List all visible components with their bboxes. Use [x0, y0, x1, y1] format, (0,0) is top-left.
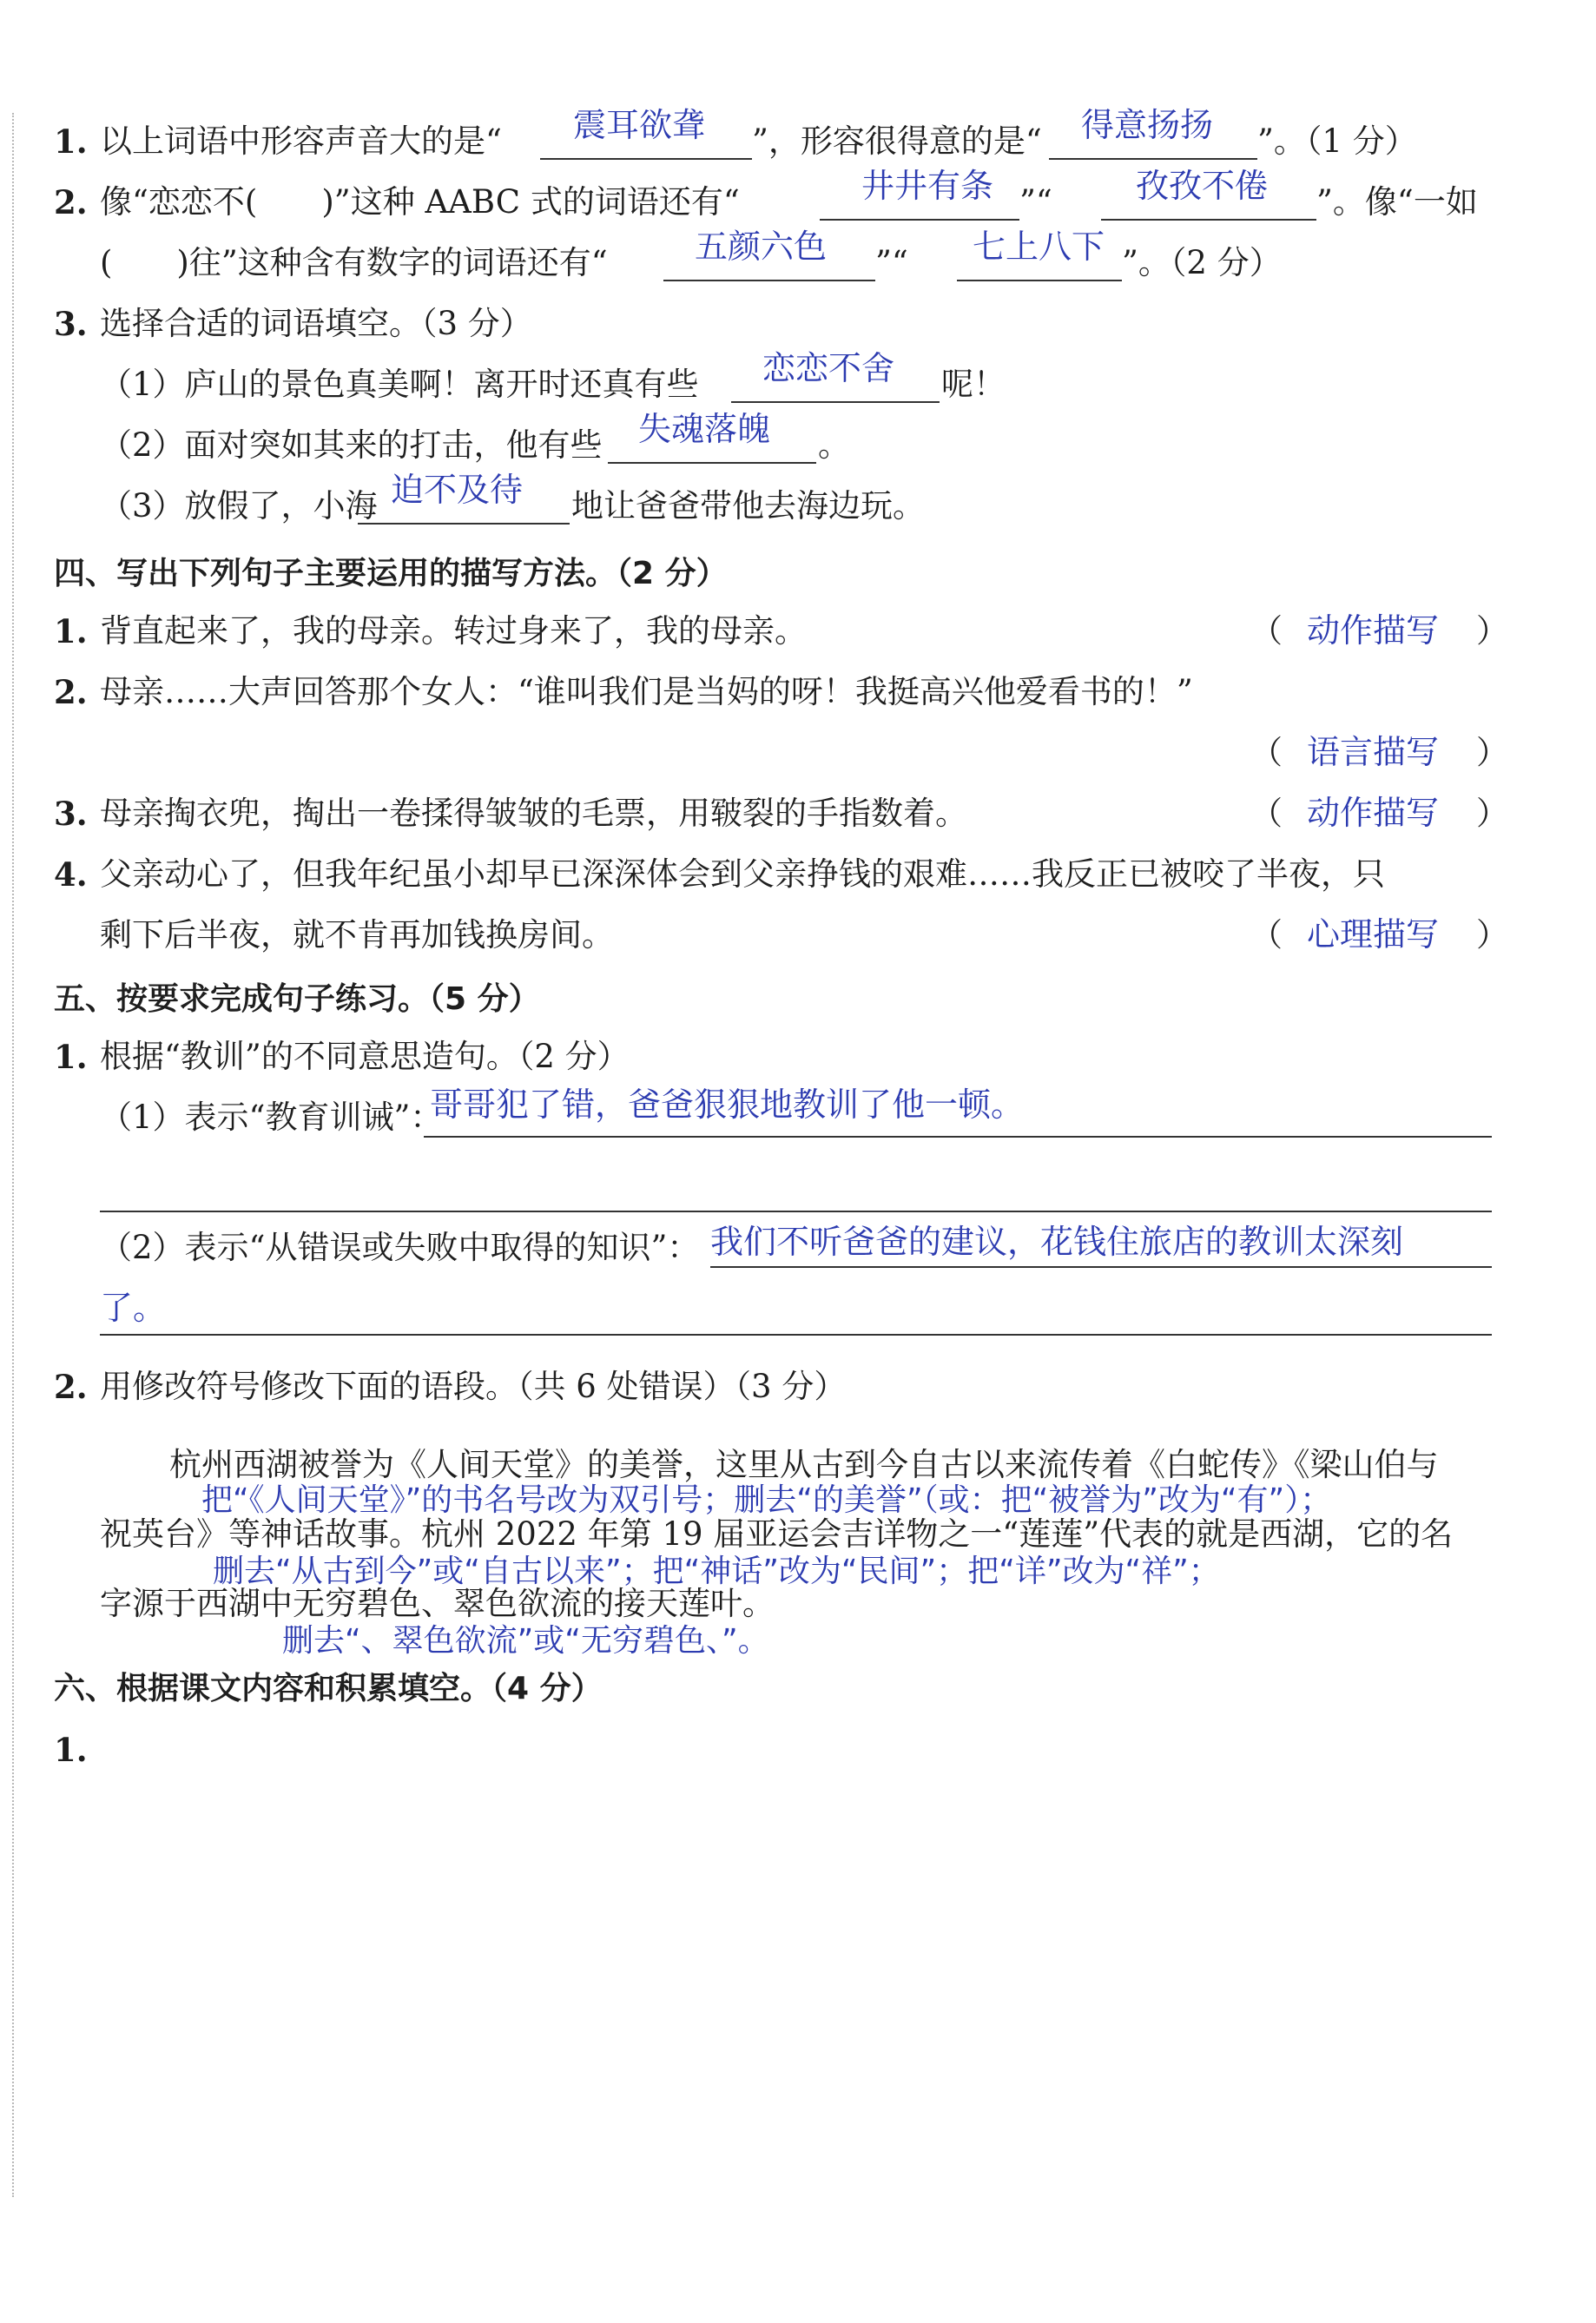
handwritten-answer: 心理描写	[1307, 915, 1440, 954]
question-text: 地让爸爸带他去海边玩。	[571, 487, 925, 525]
item-number: 3.	[54, 795, 88, 833]
answer-paren-open: （	[1250, 612, 1283, 650]
item-number: 1.	[54, 1038, 88, 1076]
question-text: 以上词语中形容声音大的是“	[100, 122, 502, 160]
answer-blank[interactable]	[1101, 219, 1316, 221]
answer-paren-close: ）	[1476, 795, 1508, 832]
handwritten-answer: 动作描写	[1307, 611, 1440, 650]
answer-blank[interactable]	[358, 523, 570, 525]
passage-line: 祝英台》等神话故事。杭州 2022 年第 19 届亚运会吉详物之一“莲莲”代表的就是西湖，它的名	[100, 1515, 1454, 1553]
handwritten-correction: 删去“、翠色欲流”或“无穷碧色、”。	[282, 1623, 769, 1659]
answer-blank[interactable]	[540, 158, 752, 160]
handwritten-answer: 孜孜不倦	[1136, 167, 1269, 205]
answer-line[interactable]	[100, 1334, 1492, 1336]
answer-paren-open: （	[1250, 734, 1283, 771]
item-number: 3.	[54, 305, 88, 343]
answer-paren-close: ）	[1476, 734, 1508, 771]
answer-blank[interactable]	[731, 401, 940, 403]
section-title: 六、根据课文内容和积累填空。（4 分）	[54, 1671, 603, 1706]
answer-paren-open: （	[1250, 795, 1283, 832]
question-text: ”“	[1019, 183, 1052, 221]
question-text: （1）表示“教育训诫”：	[100, 1099, 443, 1136]
question-text: 背直起来了，我的母亲。转过身来了，我的母亲。	[100, 612, 807, 650]
handwritten-answer: 哥哥犯了错，爸爸狠狠地教训了他一顿。	[430, 1086, 1025, 1124]
handwritten-answer: 七上八下	[973, 228, 1105, 266]
item-number: 2.	[54, 673, 88, 711]
question-text: （1）庐山的景色真美啊！离开时还真有些	[100, 366, 699, 403]
answer-line[interactable]	[710, 1266, 1492, 1268]
item-number: 1.	[54, 1731, 88, 1769]
answer-line[interactable]	[424, 1136, 1492, 1138]
section-title: 五、按要求完成句子练习。（5 分）	[54, 981, 540, 1017]
answer-blank[interactable]	[820, 219, 1019, 221]
item-number: 2.	[54, 183, 88, 221]
question-text: 像“恋恋不( )”这种 AABC 式的词语还有“	[100, 183, 740, 221]
question-text: ”，形容很得意的是“	[752, 122, 1042, 160]
question-text: （2）表示“从错误或失败中取得的知识”：	[100, 1229, 700, 1266]
handwritten-answer: 恋恋不舍	[762, 349, 895, 387]
handwritten-answer: 动作描写	[1307, 794, 1440, 832]
page-margin-line	[12, 113, 16, 2197]
handwritten-answer: 迫不及待	[391, 471, 524, 509]
passage-line: 杭州西湖被誉为《人间天堂》的美誉，这里从古到今自古以来流传着《白蛇传》《梁山伯与	[169, 1446, 1439, 1483]
question-text: ”“	[875, 244, 908, 281]
question-text: ”。（2 分）	[1122, 244, 1282, 281]
answer-blank[interactable]	[663, 280, 875, 281]
item-number: 1.	[54, 612, 88, 650]
question-text: 。	[818, 426, 850, 464]
question-text: 母亲……大声回答那个女人：“谁叫我们是当妈的呀！我挺高兴他爱看书的！”	[100, 673, 1193, 710]
question-text: 呢！	[941, 366, 1006, 403]
handwritten-answer: 失魂落魄	[638, 410, 771, 448]
answer-paren-open: （	[1250, 916, 1283, 954]
handwritten-answer: 井井有条	[861, 167, 994, 205]
question-text: （2）面对突如其来的打击，他有些	[100, 426, 603, 464]
handwritten-answer: 我们不听爸爸的建议，花钱住旅店的教训太深刻	[710, 1223, 1404, 1261]
question-text: 根据“教训”的不同意思造句。（2 分）	[100, 1038, 630, 1075]
section-title: 四、写出下列句子主要运用的描写方法。（2 分）	[54, 556, 728, 591]
answer-paren-close: ）	[1476, 916, 1508, 954]
item-number: 1.	[54, 122, 88, 161]
handwritten-correction: 删去“从古到今”或“自古以来”；把“神话”改为“民间”；把“详”改为“祥”；	[213, 1554, 1220, 1589]
passage-line: 字源于西湖中无穷碧色、翠色欲流的接天莲叶。	[100, 1585, 775, 1622]
question-text: （3）放假了，小海	[100, 487, 378, 525]
handwritten-answer: 语言描写	[1307, 733, 1440, 771]
handwritten-answer: 了。	[100, 1289, 167, 1327]
question-text: 选择合适的词语填空。（3 分）	[100, 305, 532, 342]
question-text: 剩下后半夜，就不肯再加钱换房间。	[100, 916, 614, 954]
answer-blank[interactable]	[957, 280, 1122, 281]
handwritten-answer: 五颜六色	[695, 228, 828, 266]
answer-line[interactable]	[100, 1211, 1492, 1212]
question-text: ( )往”这种含有数字的词语还有“	[100, 244, 608, 281]
handwritten-answer: 震耳欲聋	[573, 106, 706, 144]
question-text: ”。（1 分）	[1257, 122, 1417, 160]
question-text: 母亲掏衣兜，掏出一卷揉得皱皱的毛票，用皲裂的手指数着。	[100, 795, 967, 832]
question-text: ”。像“一如	[1316, 183, 1478, 221]
answer-paren-close: ）	[1476, 612, 1508, 650]
question-text: 用修改符号修改下面的语段。（共 6 处错误）（3 分）	[100, 1368, 847, 1405]
handwritten-answer: 得意扬扬	[1081, 106, 1214, 144]
item-number: 2.	[54, 1368, 88, 1406]
answer-blank[interactable]	[1049, 158, 1257, 160]
question-text: 父亲动心了，但我年纪虽小却早已深深体会到父亲挣钱的艰难……我反正已被咬了半夜，只	[100, 855, 1385, 893]
handwritten-correction: 把“《人间天堂》”的书名号改为双引号；删去“的美誉”（或：把“被誉为”改为“有”）；	[201, 1482, 1332, 1518]
item-number: 4.	[54, 855, 88, 894]
answer-blank[interactable]	[608, 462, 816, 464]
